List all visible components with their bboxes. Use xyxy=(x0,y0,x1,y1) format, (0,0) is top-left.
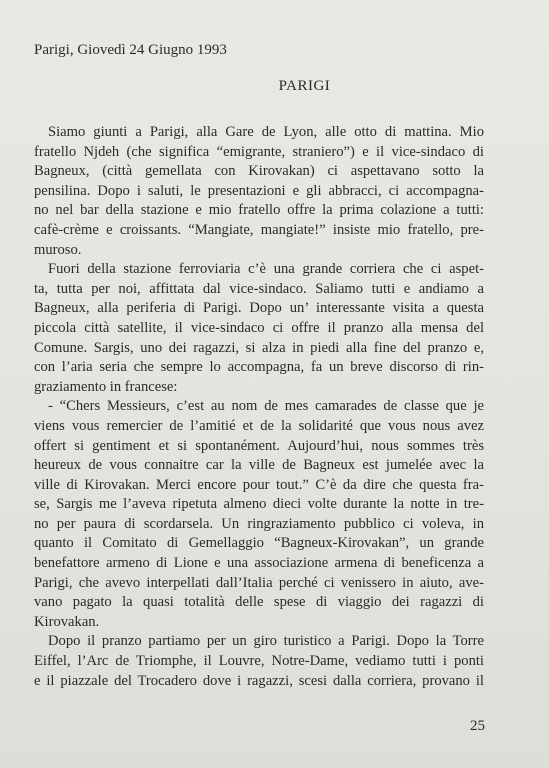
text-line: heureux de vous connaitre car la ville de Bagneux est jumelée avec la xyxy=(34,457,484,474)
text-line: Fuori della stazione ferroviaria c’è una grande corriera che ci aspet- xyxy=(48,261,484,278)
text-line: Comune. Sargis, uno dei ragazzi, si alza in piedi alla fine del pranzo e, xyxy=(34,339,484,356)
text-line: Siamo giunti a Parigi, alla Gare de Lyon, alle otto di mattina. Mio xyxy=(48,124,484,140)
text-line: - “Chers Messieurs, c’est au nom de mes camarades de classe que je xyxy=(48,398,484,415)
text-line: fratello Njdeh (che significa “emigrante, straniero”) e il vice-sindaco di xyxy=(34,143,484,160)
text-line: e il piazzale del Trocadero dove i ragazzi, scesi dalla corriera, provano il xyxy=(34,672,484,689)
text-line: offert si gentiment et si spontanément. Aujourd’hui, nous sommes très xyxy=(34,437,484,454)
page-number: 25 xyxy=(470,718,485,734)
text-line: quanto il Comitato di Gemellaggio “Bagneux-Kirovakan”, un grande xyxy=(34,535,484,552)
text-line: piccola città satellite, il vice-sindaco ci offre il pranzo alla mensa del xyxy=(34,319,484,336)
text-line: ta, tutta per noi, affittata dal vice-sindaco. Saliamo tutti e andiamo a xyxy=(34,280,484,297)
text-line: viens vous remercier de l’amitié et de la solidarité que vous nous avez xyxy=(34,417,484,434)
text-line: Eiffel, l’Arc de Triomphe, il Louvre, Notre-Dame, vediamo tutti i ponti xyxy=(34,653,484,670)
text-line: vano pagato la quasi totalità delle spese di viaggio dei ragazzi di xyxy=(34,594,484,611)
text-line: se, Sargis me l’aveva ripetuta almeno dieci volte durante la notte in tre- xyxy=(34,496,484,513)
dateline: Parigi, Giovedì 24 Giugno 1993 xyxy=(34,42,227,58)
text-line: pensilina. Dopo i saluti, le presentazioni e gli abbracci, ci accompagna- xyxy=(34,182,484,199)
text-line: benefattore armeno di Lione e una associazione armena di beneficenza a xyxy=(34,555,484,572)
text-line: no per paura di scordarsela. Un ringraziamento pubblico ci voleva, in xyxy=(34,515,484,532)
text-line: cafè-crème e croissants. “Mangiate, mangiate!” insiste mio fratello, pre- xyxy=(34,221,484,238)
text-line: muroso. xyxy=(34,241,82,258)
text-line: Kirovakan. xyxy=(34,613,100,630)
text-line: ville di Kirovakan. Merci encore pour tout.” C’è da dire che questa fra- xyxy=(34,476,484,493)
text-line: Bagneux, (città gemellata con Kirovakan) ci aspettavano sotto la xyxy=(34,163,484,180)
text-line: graziamento in francese: xyxy=(34,378,178,395)
text-line: con l’aria seria che sempre lo accompagna, fa un breve discorso di rin- xyxy=(34,359,484,376)
text-line: Dopo il pranzo partiamo per un giro turistico a Parigi. Dopo la Torre xyxy=(48,633,484,650)
chapter-title: PARIGI xyxy=(278,78,331,94)
text-line: no nel bar della stazione e mio fratello offre la prima colazione a tutti: xyxy=(34,202,484,219)
body-text xyxy=(34,123,484,691)
text-line: Bagneux, alla periferia di Parigi. Dopo un’ interessante visita a questa xyxy=(34,300,484,317)
text-line: Parigi, che avevo interpellati dall’Italia perché ci venissero in aiuto, ave- xyxy=(34,574,484,591)
